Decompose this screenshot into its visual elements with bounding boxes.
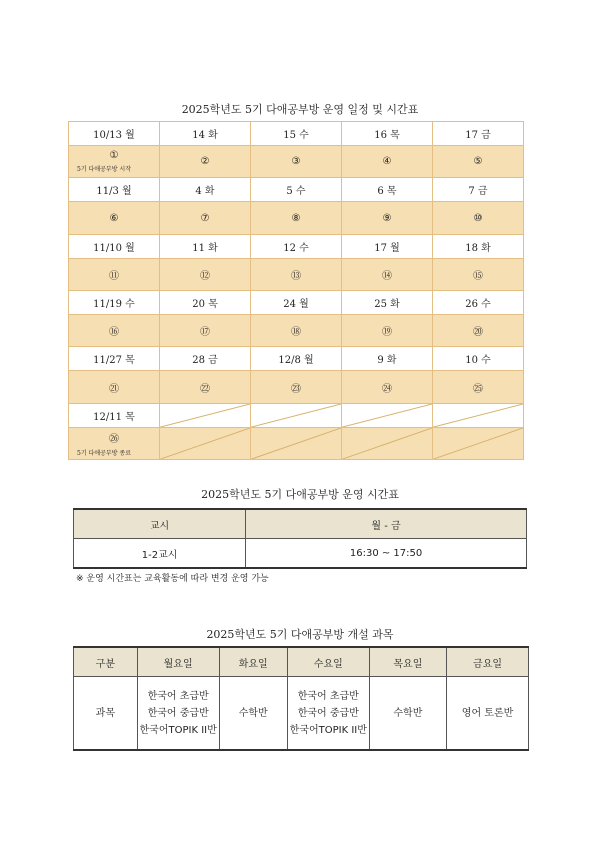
session-number: ⑳	[473, 327, 483, 339]
schedule-empty-cell	[160, 427, 251, 459]
courses-row-label: 과목	[74, 677, 138, 751]
empty-cell-slash	[342, 404, 432, 427]
courses-header-thursday: 목요일	[369, 647, 446, 677]
empty-cell-slash	[251, 428, 341, 459]
schedule-session-row	[69, 427, 524, 459]
session-number: ②	[200, 156, 210, 168]
schedule-empty-cell	[433, 427, 524, 459]
session-number: ⑨	[382, 212, 392, 224]
schedule-date-row	[69, 234, 524, 258]
schedule-date: 6 목	[342, 178, 433, 202]
schedule-date-row	[69, 347, 524, 371]
session-number: ⑥	[109, 212, 119, 224]
schedule-session	[251, 371, 342, 403]
schedule-date: 17 월	[342, 234, 433, 258]
schedule-date-row	[69, 178, 524, 202]
schedule-session	[160, 146, 251, 178]
schedule-date-row	[69, 122, 524, 146]
courses-header-monday: 월요일	[137, 647, 219, 677]
schedule-session	[251, 315, 342, 347]
schedule-session	[69, 371, 160, 403]
courses-header-row	[74, 647, 529, 677]
session-number: ㉒	[200, 383, 210, 395]
schedule-date: 7 금	[433, 178, 524, 202]
session-note: 5기 다애공부방 종료	[77, 449, 132, 457]
schedule-empty-cell	[160, 403, 251, 427]
session-number: ⑫	[200, 270, 210, 282]
schedule-session	[433, 146, 524, 178]
session-number: ①	[109, 150, 119, 162]
schedule-date: 17 금	[433, 122, 524, 146]
schedule-session-row	[69, 258, 524, 290]
session-number: ⑱	[291, 327, 301, 339]
session-number: ⑦	[200, 212, 210, 224]
courses-header-category: 구분	[74, 647, 138, 677]
course-item: 한국어 초급반	[147, 690, 209, 702]
session-number: ㉓	[291, 383, 301, 395]
schedule-date: 25 화	[342, 290, 433, 314]
schedule-date: 12/8 월	[251, 347, 342, 371]
schedule-date: 11/19 수	[69, 290, 160, 314]
session-number: ⑰	[200, 327, 210, 339]
courses-row	[74, 677, 529, 751]
schedule-empty-cell	[342, 427, 433, 459]
schedule-date: 5 수	[251, 178, 342, 202]
schedule-date: 12/11 목	[69, 403, 160, 427]
session-number: ㉑	[109, 383, 119, 395]
schedule-date: 28 금	[160, 347, 251, 371]
session-number: ⑬	[291, 270, 301, 282]
session-number: ⑪	[109, 270, 119, 282]
hours-header-period: 교시	[74, 509, 246, 539]
courses-table	[73, 646, 529, 751]
session-number: ⑩	[473, 212, 483, 224]
hours-table	[73, 508, 527, 569]
schedule-session	[342, 258, 433, 290]
hours-row	[74, 539, 527, 569]
schedule-session	[433, 202, 524, 234]
empty-cell-slash	[433, 428, 523, 459]
schedule-date-row	[69, 290, 524, 314]
schedule-date-row	[69, 403, 524, 427]
course-item: 한국어TOPIK II반	[139, 724, 217, 736]
session-number: ③	[291, 156, 301, 168]
schedule-session	[69, 315, 160, 347]
schedule-date: 26 수	[433, 290, 524, 314]
courses-header-friday: 금요일	[447, 647, 529, 677]
empty-cell-slash	[433, 404, 523, 427]
schedule-date: 24 월	[251, 290, 342, 314]
schedule-date: 15 수	[251, 122, 342, 146]
empty-cell-slash	[251, 404, 341, 427]
session-number: ⑯	[109, 327, 119, 339]
schedule-session	[433, 371, 524, 403]
schedule-session	[69, 258, 160, 290]
schedule-session	[160, 315, 251, 347]
schedule-session	[69, 146, 160, 178]
courses-monday	[137, 677, 219, 751]
schedule-date: 10 수	[433, 347, 524, 371]
empty-cell-slash	[342, 428, 432, 459]
schedule-date: 11 화	[160, 234, 251, 258]
session-number: ⑲	[382, 327, 392, 339]
course-item: 한국어 중급반	[147, 707, 209, 719]
schedule-session	[69, 202, 160, 234]
session-number: ⑧	[291, 212, 301, 224]
schedule-session	[160, 371, 251, 403]
courses-title: 2025학년도 5기 다애공부방 개설 과목	[206, 628, 394, 641]
courses-friday: 영어 토론반	[447, 677, 529, 751]
schedule-empty-cell	[342, 403, 433, 427]
schedule-date: 18 화	[433, 234, 524, 258]
hours-header-row	[74, 509, 527, 539]
hours-header-days: 월 - 금	[246, 509, 527, 539]
schedule-empty-cell	[433, 403, 524, 427]
session-number: ㉕	[473, 383, 483, 395]
schedule-session-row	[69, 146, 524, 178]
schedule-date: 14 화	[160, 122, 251, 146]
schedule-session-row	[69, 202, 524, 234]
schedule-date: 10/13 월	[69, 122, 160, 146]
session-number: ㉖	[109, 433, 119, 445]
schedule-date: 9 화	[342, 347, 433, 371]
schedule-session	[433, 315, 524, 347]
schedule-session	[342, 315, 433, 347]
schedule-session	[342, 146, 433, 178]
schedule-session	[69, 427, 160, 459]
schedule-title: 2025학년도 5기 다애공부방 운영 일정 및 시간표	[181, 103, 419, 116]
schedule-date: 16 목	[342, 122, 433, 146]
session-number: ⑮	[473, 270, 483, 282]
schedule-session	[342, 371, 433, 403]
session-number: ⑭	[382, 270, 392, 282]
schedule-session	[251, 258, 342, 290]
schedule-session-row	[69, 315, 524, 347]
hours-period: 1-2교시	[74, 539, 246, 569]
schedule-session	[160, 202, 251, 234]
courses-thursday: 수학반	[369, 677, 446, 751]
schedule-session	[251, 202, 342, 234]
schedule-date: 11/10 월	[69, 234, 160, 258]
courses-wednesday	[287, 677, 369, 751]
session-note: 5기 다애공부방 시작	[77, 166, 132, 174]
session-number: ㉔	[382, 383, 392, 395]
schedule-date: 11/27 목	[69, 347, 160, 371]
hours-time: 16:30 ~ 17:50	[246, 539, 527, 569]
schedule-table	[68, 121, 524, 460]
courses-header-tuesday: 화요일	[219, 647, 287, 677]
schedule-empty-cell	[251, 403, 342, 427]
schedule-session	[160, 258, 251, 290]
schedule-session	[433, 258, 524, 290]
schedule-session-row	[69, 371, 524, 403]
schedule-date: 11/3 월	[69, 178, 160, 202]
course-item: 한국어 중급반	[297, 707, 359, 719]
hours-title: 2025학년도 5기 다애공부방 운영 시간표	[201, 488, 399, 501]
session-number: ⑤	[473, 156, 483, 168]
hours-footnote: ※ 운영 시간표는 교육활동에 따라 변경 운영 가능	[76, 574, 269, 584]
course-item: 한국어 초급반	[297, 690, 359, 702]
courses-tuesday: 수학반	[219, 677, 287, 751]
session-number: ④	[382, 156, 392, 168]
schedule-date: 12 수	[251, 234, 342, 258]
courses-header-wednesday: 수요일	[287, 647, 369, 677]
empty-cell-slash	[160, 404, 250, 427]
course-item: 한국어TOPIK II반	[289, 724, 367, 736]
schedule-session	[251, 146, 342, 178]
schedule-empty-cell	[251, 427, 342, 459]
schedule-date: 20 목	[160, 290, 251, 314]
schedule-session	[342, 202, 433, 234]
schedule-date: 4 화	[160, 178, 251, 202]
empty-cell-slash	[160, 428, 250, 459]
